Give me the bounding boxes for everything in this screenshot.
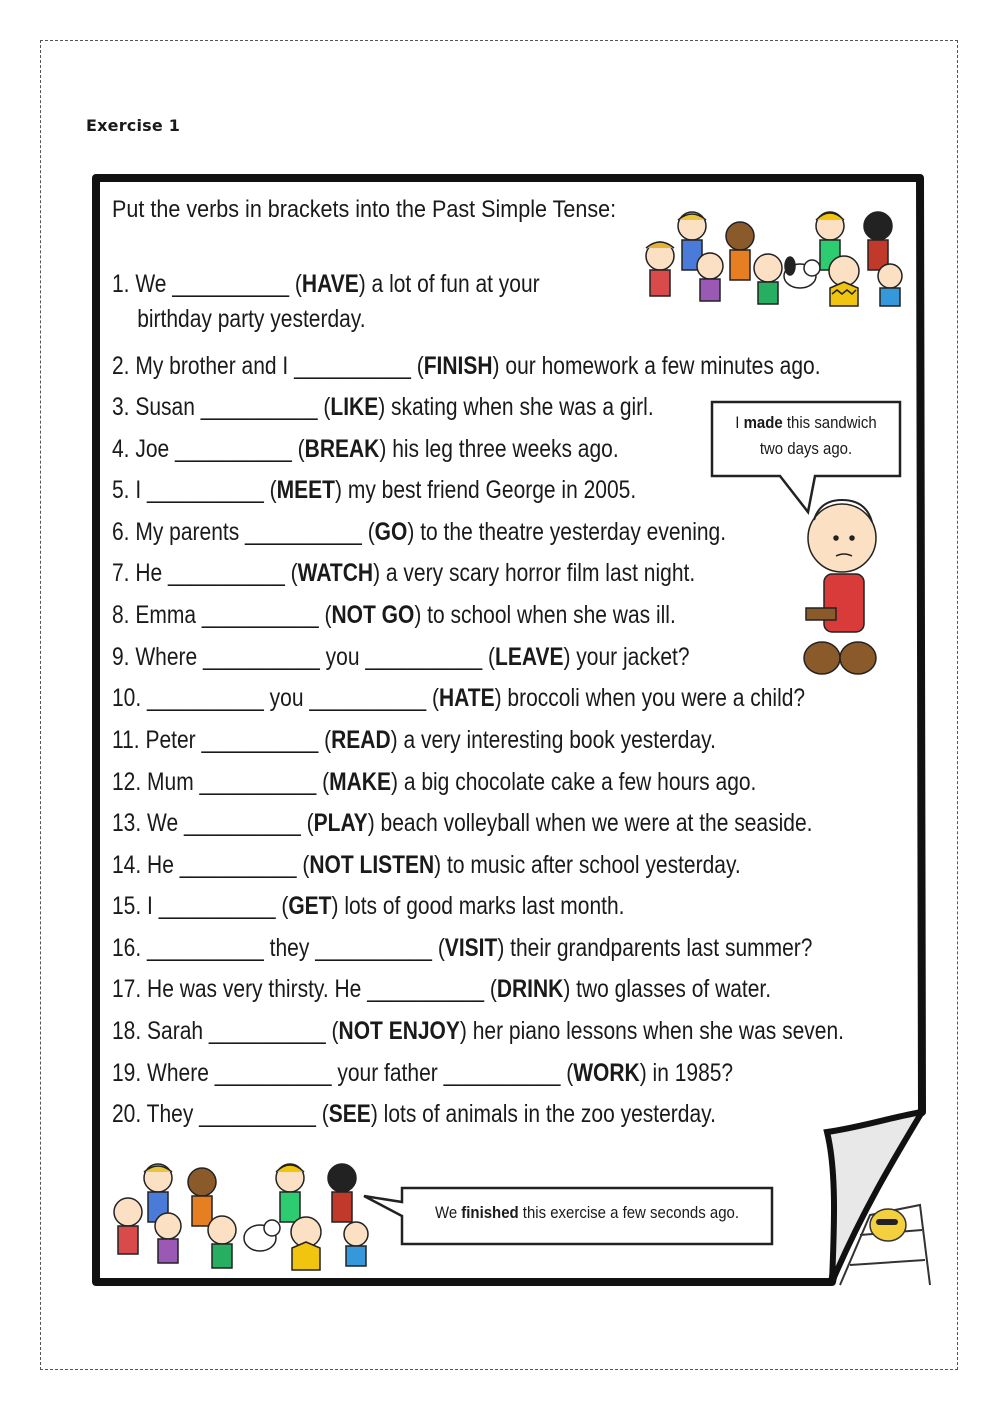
verb-in-brackets: WATCH — [297, 559, 374, 587]
verb-in-brackets: SEE — [328, 1100, 371, 1128]
answer-blank[interactable]: __________ — [309, 684, 432, 712]
question-number: 14. — [112, 851, 148, 879]
question-text: beach volleyball when we were at the seaside. — [380, 809, 813, 837]
question-text: lots of good marks last month. — [344, 892, 625, 920]
bracket: ( — [367, 518, 375, 546]
question-line — [112, 603, 676, 628]
question-text: He — [135, 559, 169, 587]
bracket: ( — [331, 1017, 339, 1045]
question-text: I — [147, 892, 159, 920]
question-text: He was very thirsty. He — [147, 975, 368, 1003]
question-line — [112, 686, 805, 711]
question-text: to music after school yesterday. — [447, 851, 741, 879]
question-line — [112, 354, 821, 379]
bracket: ) — [334, 476, 348, 504]
question-text: I — [135, 476, 148, 504]
question-number: 12. — [112, 768, 148, 796]
verb-in-brackets: VISIT — [444, 934, 498, 962]
bracket: ( — [321, 1100, 329, 1128]
question-line — [112, 728, 716, 753]
verb-in-brackets: MAKE — [329, 768, 391, 796]
bracket: ( — [302, 851, 310, 879]
bracket: ) — [378, 393, 392, 421]
question-number: 10. — [112, 684, 148, 712]
bracket: ( — [281, 892, 289, 920]
bird-in-deckchair-illustration — [830, 1175, 940, 1295]
question-text: Where — [135, 643, 204, 671]
bracket: ( — [489, 975, 497, 1003]
question-text: Emma — [135, 601, 202, 629]
verb-in-brackets: BREAK — [304, 435, 380, 463]
bracket: ) — [373, 559, 386, 587]
bracket: ( — [431, 684, 439, 712]
cartoon-group-bottom-illustration — [110, 1148, 372, 1276]
bracket: ( — [297, 435, 305, 463]
question-number: 2. — [112, 352, 136, 380]
question-line — [112, 520, 726, 545]
question-line — [112, 645, 690, 670]
answer-blank[interactable]: __________ — [158, 892, 282, 920]
bubble-sandwich-text — [723, 410, 888, 463]
answer-blank[interactable]: __________ — [201, 601, 325, 629]
question-number: 16. — [112, 934, 148, 962]
question-text: our homework a few minutes ago. — [505, 352, 821, 380]
question-text: their grandparents last summer? — [510, 934, 813, 962]
question-line — [112, 1102, 716, 1127]
bubble-text-part: this exercise a few seconds ago. — [518, 1203, 740, 1222]
question-text: in 1985? — [652, 1059, 734, 1087]
question-text: your jacket? — [576, 643, 690, 671]
question-text: his leg three weeks ago. — [392, 435, 619, 463]
question-text: skating when she was a girl. — [391, 393, 654, 421]
question-text: Joe — [135, 435, 176, 463]
bracket: ) — [370, 1100, 384, 1128]
bracket: ( — [323, 393, 331, 421]
bubble-text-line2: two days ago. — [759, 439, 853, 459]
verb-in-brackets: READ — [331, 726, 391, 754]
question-line — [112, 561, 695, 586]
answer-blank[interactable]: __________ — [203, 643, 326, 671]
question-number: 13. — [112, 809, 148, 837]
answer-blank[interactable]: __________ — [147, 934, 270, 962]
verb-in-brackets: GO — [374, 518, 408, 546]
bracket: ( — [322, 768, 330, 796]
question-text: you — [269, 684, 310, 712]
bracket: ) — [563, 643, 577, 671]
answer-blank[interactable]: __________ — [172, 270, 295, 298]
question-text: We — [135, 270, 173, 298]
verb-in-brackets: GET — [288, 892, 332, 920]
question-line — [112, 395, 654, 420]
bracket: ( — [488, 643, 496, 671]
bubble-bold-verb: made — [743, 413, 783, 432]
question-line — [112, 853, 741, 878]
question-line — [112, 1019, 844, 1044]
bracket: ) — [379, 435, 393, 463]
question-number: 1. — [112, 270, 136, 298]
question-line — [112, 811, 812, 836]
bracket: ) — [414, 601, 428, 629]
answer-blank[interactable]: __________ — [179, 851, 303, 879]
question-text: to school when she was ill. — [427, 601, 676, 629]
bracket: ( — [324, 601, 332, 629]
question-line — [112, 478, 636, 503]
question-text: your father — [337, 1059, 444, 1087]
answer-blank[interactable]: __________ — [201, 726, 325, 754]
verb-in-brackets: HAVE — [301, 270, 359, 298]
question-text: We — [147, 809, 184, 837]
answer-blank[interactable]: __________ — [294, 352, 417, 380]
bracket: ) — [434, 851, 448, 879]
bubble-finished-text — [424, 1200, 750, 1226]
answer-blank[interactable]: __________ — [168, 559, 291, 587]
answer-blank[interactable]: __________ — [214, 1059, 338, 1087]
cartoon-group-top-illustration — [640, 196, 910, 311]
question-number: 6. — [112, 518, 136, 546]
bracket: ( — [306, 809, 314, 837]
bracket: ) — [390, 768, 404, 796]
question-text: Sarah — [147, 1017, 209, 1045]
bracket: ( — [324, 726, 332, 754]
bracket: ) — [358, 270, 372, 298]
verb-in-brackets: WORK — [573, 1059, 640, 1087]
bracket: ( — [269, 476, 277, 504]
verb-in-brackets: DRINK — [496, 975, 564, 1003]
bracket: ) — [407, 518, 421, 546]
question-text: Susan — [135, 393, 201, 421]
bracket: ( — [290, 559, 298, 587]
question-line — [112, 272, 540, 332]
bracket: ( — [566, 1059, 574, 1087]
question-number: 11. — [112, 726, 146, 754]
question-text: a very interesting book yesterday. — [403, 726, 716, 754]
answer-blank[interactable]: __________ — [199, 1100, 322, 1128]
bracket: ) — [639, 1059, 653, 1087]
question-number: 4. — [112, 435, 136, 463]
bubble-text-part: I — [735, 413, 744, 432]
bracket: ( — [294, 270, 302, 298]
verb-in-brackets: PLAY — [313, 809, 368, 837]
question-text: her piano lessons when she was seven. — [472, 1017, 844, 1045]
question-number: 20. — [112, 1100, 147, 1128]
bracket: ) — [459, 1017, 473, 1045]
question-number: 3. — [112, 393, 136, 421]
answer-blank[interactable]: __________ — [183, 809, 307, 837]
question-number: 5. — [112, 476, 136, 504]
question-text: a lot of fun at your — [371, 270, 540, 298]
answer-blank[interactable]: __________ — [315, 934, 438, 962]
question-line — [112, 894, 624, 919]
bubble-text-part: this sandwich — [782, 413, 877, 432]
verb-in-brackets: HATE — [438, 684, 495, 712]
instruction: Put the verbs in brackets into the Past Simple Tense: — [112, 196, 617, 223]
answer-blank[interactable]: __________ — [443, 1059, 567, 1087]
question-number: 8. — [112, 601, 136, 629]
answer-blank[interactable]: __________ — [245, 518, 368, 546]
question-text: My parents — [135, 518, 246, 546]
question-text: Peter — [145, 726, 202, 754]
answer-blank[interactable]: __________ — [208, 1017, 332, 1045]
bubble-text-part: We — [434, 1203, 462, 1222]
answer-blank[interactable]: __________ — [147, 476, 270, 504]
verb-in-brackets: LEAVE — [495, 643, 564, 671]
question-text: you — [325, 643, 366, 671]
question-text: broccoli when you were a child? — [507, 684, 806, 712]
bracket: ) — [497, 934, 511, 962]
question-number: 7. — [112, 559, 136, 587]
question-line — [112, 1061, 733, 1086]
verb-in-brackets: MEET — [276, 476, 335, 504]
answer-blank[interactable]: __________ — [147, 684, 270, 712]
question-text: they — [269, 934, 316, 962]
question-number: 15. — [112, 892, 148, 920]
question-text: a big chocolate cake a few hours ago. — [403, 768, 757, 796]
bracket: ) — [367, 809, 381, 837]
bracket: ) — [390, 726, 404, 754]
question-line — [112, 770, 756, 795]
speech-bubble-finished — [362, 1186, 774, 1253]
verb-in-brackets: FINISH — [423, 352, 493, 380]
bubble-bold-verb: finished — [461, 1203, 519, 1222]
question-text: They — [146, 1100, 200, 1128]
answer-blank[interactable]: __________ — [199, 768, 323, 796]
question-text: two glasses of water. — [576, 975, 772, 1003]
question-continuation: birthday party yesterday. — [137, 305, 366, 333]
bracket: ) — [492, 352, 506, 380]
question-number: 19. — [112, 1059, 148, 1087]
answer-blank[interactable]: __________ — [365, 643, 489, 671]
question-text: Mum — [147, 768, 200, 796]
verb-in-brackets: NOT GO — [331, 601, 415, 629]
verb-in-brackets: NOT LISTEN — [309, 851, 435, 879]
question-line — [112, 437, 619, 462]
bracket: ) — [563, 975, 577, 1003]
question-line — [112, 936, 812, 961]
answer-blank[interactable]: __________ — [175, 435, 298, 463]
question-text: a very scary horror film last night. — [385, 559, 696, 587]
verb-in-brackets: LIKE — [330, 393, 379, 421]
question-text: my best friend George in 2005. — [347, 476, 637, 504]
exercise-title: Exercise 1 — [86, 116, 181, 135]
boy-with-sandwich-illustration — [800, 490, 880, 680]
answer-blank[interactable]: __________ — [200, 393, 324, 421]
question-line — [112, 977, 771, 1002]
verb-in-brackets: NOT ENJOY — [338, 1017, 460, 1045]
answer-blank[interactable]: __________ — [367, 975, 490, 1003]
question-text: He — [147, 851, 180, 879]
question-text: My brother and I — [135, 352, 295, 380]
question-number: 17. — [112, 975, 148, 1003]
bracket: ( — [416, 352, 424, 380]
question-number: 9. — [112, 643, 136, 671]
question-number: 18. — [112, 1017, 148, 1045]
question-text: Where — [147, 1059, 215, 1087]
question-text: lots of animals in the zoo yesterday. — [383, 1100, 716, 1128]
bracket: ) — [331, 892, 345, 920]
bracket: ( — [437, 934, 445, 962]
bracket: ) — [494, 684, 508, 712]
question-text: to the theatre yesterday evening. — [420, 518, 727, 546]
